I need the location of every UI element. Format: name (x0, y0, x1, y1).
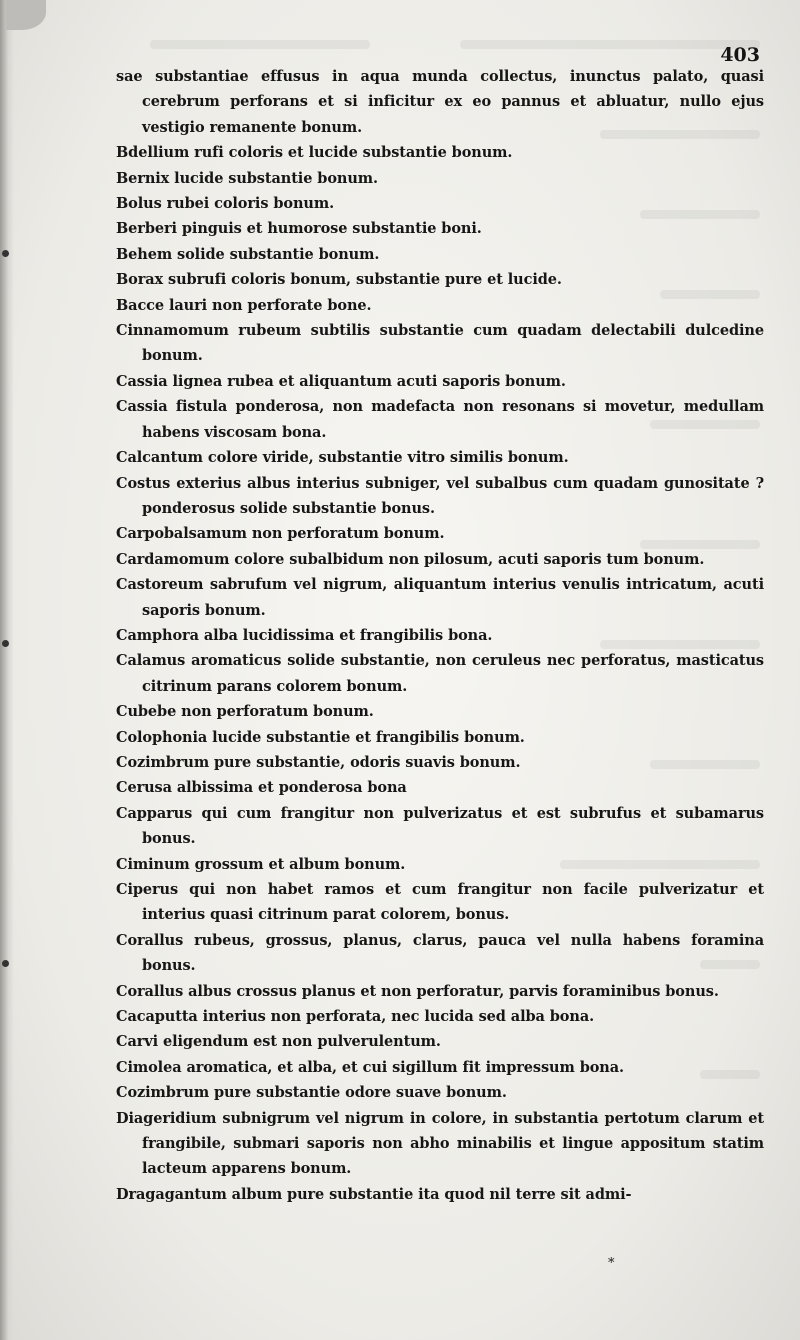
margin-dot (2, 640, 9, 647)
footer-mark: * (608, 1256, 615, 1271)
page-body (116, 64, 764, 1207)
text-paragraph: Castoreum sabrufum vel nigrum, aliquantum interius venulis intricatum, acuti saporis bonum. (116, 576, 764, 619)
text-paragraph: Ciperus qui non habet ramos et cum frangitur non facile pulverizatur et interius quasi citrinum parat colorem, bonus. (116, 881, 764, 924)
text-paragraph: Colophonia lucide substantie et frangibilis bonum. (116, 728, 525, 746)
text-paragraph: Borax subrufi coloris bonum, substantie pure et lucide. (116, 271, 562, 289)
text-paragraph: Corallus albus crossus planus et non perforatur, parvis foraminibus bonus. (116, 982, 719, 1000)
text-paragraph: Carvi eligendum est non pulverulentum. (116, 1033, 441, 1051)
text-paragraph: Calamus aromaticus solide substantie, non ceruleus nec perforatus, masticatus citrinum parans colorem bonum. (116, 652, 764, 695)
text-paragraph: Calcantum colore viride, substantie vitro similis bonum. (116, 449, 569, 467)
text-paragraph: Bernix lucide substantie bonum. (116, 169, 378, 187)
text-paragraph: Cubebe non perforatum bonum. (116, 703, 374, 721)
text-paragraph: Cassia lignea rubea et aliquantum acuti saporis bonum. (116, 372, 566, 390)
page-corner-stain (6, 0, 46, 30)
text-paragraph: Cinnamomum rubeum subtilis substantie cum quadam delectabili dulcedine bonum. (116, 322, 764, 365)
page-number: 403 (720, 44, 760, 66)
text-paragraph: Cimolea aromatica, et alba, et cui sigillum fit impressum bona. (116, 1058, 624, 1076)
text-paragraph: Cassia fistula ponderosa, non madefacta non resonans si movetur, medullam habens viscosam bona. (116, 398, 764, 441)
text-paragraph: Capparus qui cum frangitur non pulverizatus et est subrufus et subamarus bonus. (116, 804, 764, 848)
text-paragraph: Corallus rubeus, grossus, planus, clarus, pauca vel nulla habens foramina bonus. (116, 931, 764, 975)
text-paragraph: sae substantiae effusus in aqua munda collectus, inunctus palato, quasi cerebrum perforans et si inficitur ex eo pannus et abluatur, nullo ejus vestigio remanente bonum. (116, 68, 764, 136)
text-paragraph: Cacaputta interius non perforata, nec lucida sed alba bona. (116, 1008, 595, 1026)
text-paragraph: Dragagantum album pure substantie ita quod nil terre sit admi- (116, 1185, 632, 1203)
text-paragraph: Cozimbrum pure substantie, odoris suavis bonum. (116, 753, 521, 771)
text-paragraph: Camphora alba lucidissima et frangibilis bona. (116, 626, 493, 644)
text-paragraph: Berberi pinguis et humorose substantie boni. (116, 220, 482, 238)
text-paragraph: Diageridium subnigrum vel nigrum in colore, in substantia pertotum clarum et frangibile, submari saporis non abho minabilis et lingue appositum statim lacteum apparens bonum. (116, 1109, 764, 1178)
text-paragraph: Ciminum grossum et album bonum. (116, 855, 406, 873)
text-paragraph: Behem solide substantie bonum. (116, 245, 380, 263)
text-paragraph: Cozimbrum pure substantie odore suave bonum. (116, 1084, 507, 1102)
page-binding-shadow (0, 0, 14, 1340)
text-paragraph: Cardamomum colore subalbidum non pilosum, acuti saporis tum bonum. (116, 550, 705, 568)
text-paragraph: Bacce lauri non perforate bone. (116, 296, 372, 314)
text-paragraph: Bolus rubei coloris bonum. (116, 195, 335, 213)
margin-dot (2, 960, 9, 967)
text-paragraph: Costus exterius albus interius subniger, vel subalbus cum quadam gunositate ? ponderosus solide substantie bonus. (116, 474, 764, 517)
text-paragraph: Cerusa albissima et ponderosa bona (116, 779, 407, 797)
text-paragraph: Bdellium rufi coloris et lucide substantie bonum. (116, 144, 513, 162)
margin-dot (2, 250, 9, 257)
text-paragraph: Carpobalsamum non perforatum bonum. (116, 525, 445, 543)
